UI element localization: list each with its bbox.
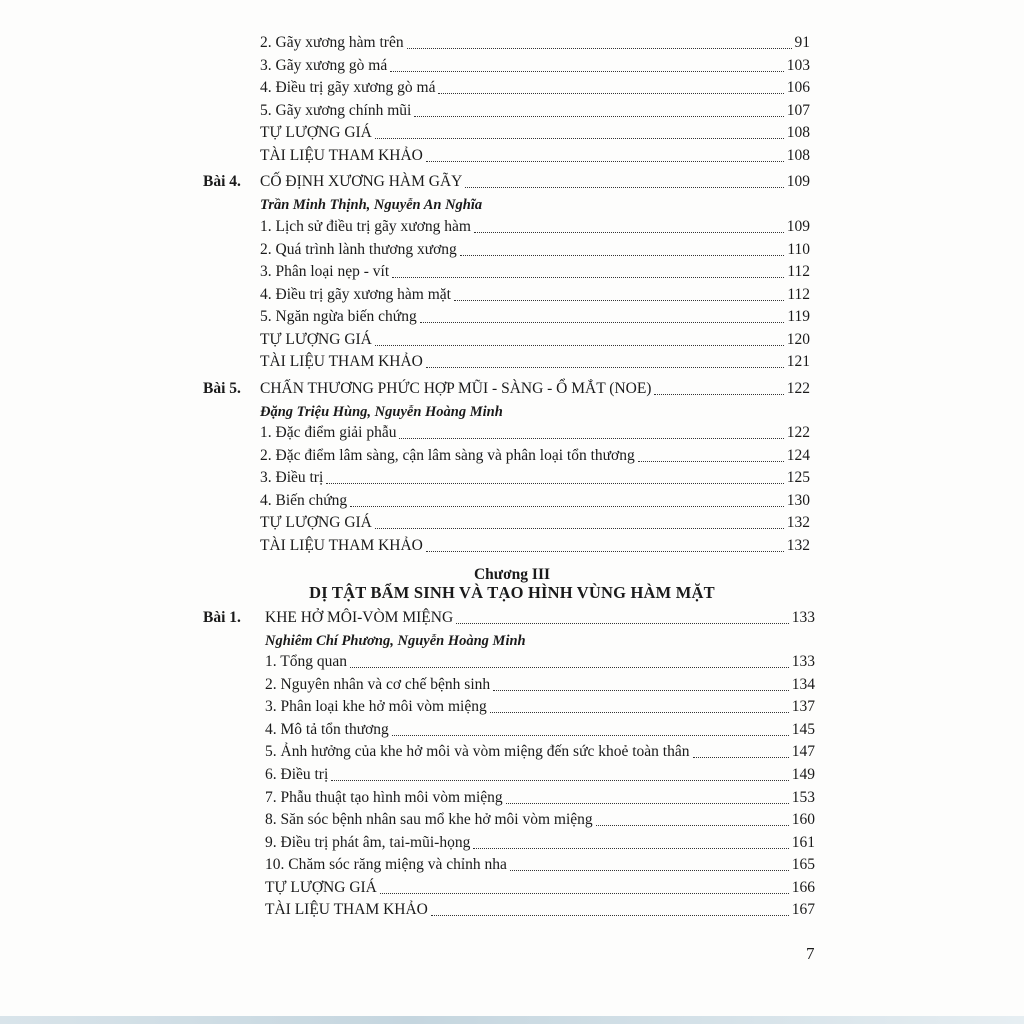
toc-entry-page: 145 — [791, 721, 815, 738]
toc-entry-label: 4. Biến chứng — [260, 492, 348, 509]
lesson-page: 133 — [791, 609, 815, 626]
toc-entry — [265, 899, 815, 921]
lesson-title: CHẤN THƯƠNG PHỨC HỢP MŨI - SÀNG - Ổ MẮT (NOE) — [260, 380, 652, 397]
toc-entry — [260, 535, 810, 557]
toc-entry-page: 153 — [791, 789, 815, 806]
toc-entry-page: 112 — [787, 286, 810, 303]
toc-entry — [265, 719, 815, 741]
toc-entry — [260, 145, 810, 167]
lesson-title: CỐ ĐỊNH XƯƠNG HÀM GÃY — [260, 173, 463, 190]
toc-entry — [260, 32, 810, 54]
toc-entry-page: 108 — [786, 124, 810, 141]
leader-dots — [375, 137, 784, 139]
leader-dots — [426, 366, 784, 368]
leader-dots — [506, 802, 789, 804]
leader-dots — [331, 779, 788, 781]
toc-entry — [265, 764, 815, 786]
toc-entry-page: 122 — [786, 424, 810, 441]
toc-entry-page: 103 — [786, 57, 810, 74]
toc-entry — [260, 490, 810, 512]
toc-entry-page: 130 — [786, 492, 810, 509]
toc-entry-label: 9. Điều trị phát âm, tai-mũi-họng — [265, 834, 471, 851]
leader-dots — [392, 276, 784, 278]
lesson-number: Bài 4. — [203, 173, 241, 190]
lesson-page: 109 — [786, 173, 810, 190]
toc-entry-label: 3. Gãy xương gò má — [260, 57, 388, 74]
leader-dots — [438, 92, 783, 94]
toc-entry — [260, 512, 810, 534]
lesson-heading — [260, 171, 810, 193]
toc-entry — [260, 445, 810, 467]
toc-entry — [260, 306, 810, 328]
toc-entry — [260, 239, 810, 261]
toc-entry-label: 1. Lịch sử điều trị gãy xương hàm — [260, 218, 471, 235]
toc-entry-label: 3. Điều trị — [260, 469, 324, 486]
toc-entry — [265, 877, 815, 899]
toc-entry-label: TÀI LIỆU THAM KHẢO — [260, 147, 423, 164]
toc-entry-label: 1. Tổng quan — [265, 653, 347, 670]
toc-entry-page: 167 — [791, 901, 815, 918]
toc-entry-page: 109 — [786, 218, 810, 235]
leader-dots — [693, 756, 789, 758]
leader-dots — [407, 47, 792, 49]
toc-entry-page: 119 — [787, 308, 810, 325]
toc-entry — [260, 284, 810, 306]
toc-entry-page: 125 — [786, 469, 810, 486]
toc-entry-label: TỰ LƯỢNG GIÁ — [260, 514, 372, 531]
chapter-title: DỊ TẬT BẨM SINH VÀ TẠO HÌNH VÙNG HÀM MẶT — [309, 583, 715, 602]
leader-dots — [654, 393, 783, 395]
toc-entry-label: 4. Điều trị gãy xương hàm mặt — [260, 286, 451, 303]
leader-dots — [326, 482, 783, 484]
leader-dots — [465, 186, 783, 188]
toc-entry-page: 107 — [786, 102, 810, 119]
leader-dots — [426, 160, 784, 162]
toc-entry-page: 161 — [791, 834, 815, 851]
lesson-authors: Đặng Triệu Hùng, Nguyễn Hoàng Minh — [260, 404, 503, 420]
toc-entry-label: 2. Quá trình lành thương xương — [260, 241, 457, 258]
lesson-number: Bài 1. — [203, 609, 241, 626]
leader-dots — [473, 847, 788, 849]
lesson-page: 122 — [786, 380, 810, 397]
toc-entry-page: 134 — [791, 676, 815, 693]
toc-entry — [260, 122, 810, 144]
leader-dots — [596, 824, 789, 826]
lesson-number: Bài 5. — [203, 380, 241, 397]
leader-dots — [510, 869, 789, 871]
toc-entry-label: 4. Điều trị gãy xương gò má — [260, 79, 436, 96]
toc-entry — [265, 854, 815, 876]
toc-entry-label: 6. Điều trị — [265, 766, 329, 783]
toc-entry-label: 5. Gãy xương chính mũi — [260, 102, 412, 119]
page-number: 7 — [806, 944, 815, 963]
toc-entry-label: 10. Chăm sóc răng miệng và chỉnh nha — [265, 856, 507, 873]
toc-entry-label: 2. Nguyên nhân và cơ chế bệnh sinh — [265, 676, 491, 693]
leader-dots — [399, 437, 783, 439]
toc-entry-page: 166 — [791, 879, 815, 896]
toc-entry-page: 121 — [786, 353, 810, 370]
leader-dots — [426, 550, 784, 552]
leader-dots — [493, 689, 789, 691]
lesson-title: KHE HỞ MÔI-VÒM MIỆNG — [265, 609, 454, 626]
toc-entry-label: 5. Ngăn ngừa biến chứng — [260, 308, 417, 325]
leader-dots — [350, 505, 784, 507]
toc-entry-label: TỰ LƯỢNG GIÁ — [260, 124, 372, 141]
leader-dots — [474, 231, 784, 233]
toc-entry — [260, 261, 810, 283]
leader-dots — [380, 892, 789, 894]
lesson-heading — [260, 378, 810, 400]
leader-dots — [456, 622, 789, 624]
toc-entry-label: 8. Săn sóc bệnh nhân sau mổ khe hở môi vòm miệng — [265, 811, 593, 828]
toc-entry — [260, 100, 810, 122]
leader-dots — [392, 734, 789, 736]
leader-dots — [454, 299, 784, 301]
toc-entry-page: 91 — [794, 34, 810, 51]
toc-entry-label: TÀI LIỆU THAM KHẢO — [265, 901, 428, 918]
toc-entry-page: 160 — [791, 811, 815, 828]
toc-entry-label: 4. Mô tả tổn thương — [265, 721, 389, 738]
lesson-authors: Nghiêm Chí Phương, Nguyễn Hoàng Minh — [265, 633, 526, 649]
leader-dots — [390, 70, 784, 72]
chapter-label: Chương III — [473, 566, 551, 583]
lesson-authors: Trần Minh Thịnh, Nguyễn An Nghĩa — [260, 197, 483, 213]
toc-entry — [260, 77, 810, 99]
leader-dots — [375, 344, 784, 346]
leader-dots — [638, 460, 784, 462]
toc-entry — [265, 696, 815, 718]
toc-entry-label: TÀI LIỆU THAM KHẢO — [260, 537, 423, 554]
toc-entry — [265, 741, 815, 763]
leader-dots — [431, 914, 789, 916]
toc-entry-label: TỰ LƯỢNG GIÁ — [260, 331, 372, 348]
toc-entry — [260, 467, 810, 489]
toc-entry-page: 124 — [786, 447, 810, 464]
toc-entry-page: 137 — [791, 698, 815, 715]
toc-entry-page: 106 — [786, 79, 810, 96]
toc-entry-label: 3. Phân loại nẹp - vít — [260, 263, 390, 280]
toc-entry-page: 120 — [786, 331, 810, 348]
leader-dots — [490, 711, 789, 713]
toc-entry-label: TÀI LIỆU THAM KHẢO — [260, 353, 423, 370]
toc-entry — [265, 832, 815, 854]
toc-entry-page: 112 — [787, 263, 810, 280]
toc-entry-page: 132 — [786, 514, 810, 531]
toc-entry-page: 165 — [791, 856, 815, 873]
leader-dots — [375, 527, 784, 529]
toc-entry-page: 108 — [786, 147, 810, 164]
leader-dots — [350, 666, 789, 668]
toc-entry-label: TỰ LƯỢNG GIÁ — [265, 879, 377, 896]
toc-entry-page: 110 — [787, 241, 810, 258]
toc-entry-label: 1. Đặc điểm giải phẫu — [260, 424, 397, 441]
toc-entry-page: 149 — [791, 766, 815, 783]
toc-entry — [265, 809, 815, 831]
toc-entry-label: 5. Ảnh hưởng của khe hở môi và vòm miệng đến sức khoẻ toàn thân — [265, 743, 690, 760]
lesson-heading — [265, 607, 815, 629]
toc-entry-label: 3. Phân loại khe hở môi vòm miệng — [265, 698, 487, 715]
toc-entry — [265, 651, 815, 673]
leader-dots — [460, 254, 785, 256]
leader-dots — [414, 115, 783, 117]
toc-entry — [260, 329, 810, 351]
scan-edge — [0, 1016, 1024, 1024]
toc-entry-page: 132 — [786, 537, 810, 554]
toc-entry — [260, 351, 810, 373]
leader-dots — [420, 321, 785, 323]
toc-entry — [265, 674, 815, 696]
toc-entry — [260, 422, 810, 444]
toc-entry — [260, 216, 810, 238]
toc-entry — [265, 787, 815, 809]
toc-entry — [260, 55, 810, 77]
toc-entry-page: 147 — [791, 743, 815, 760]
toc-entry-label: 2. Đặc điểm lâm sàng, cận lâm sàng và phân loại tổn thương — [260, 447, 635, 464]
toc-entry-page: 133 — [791, 653, 815, 670]
toc-entry-label: 2. Gãy xương hàm trên — [260, 34, 404, 51]
toc-entry-label: 7. Phẫu thuật tạo hình môi vòm miệng — [265, 789, 503, 806]
